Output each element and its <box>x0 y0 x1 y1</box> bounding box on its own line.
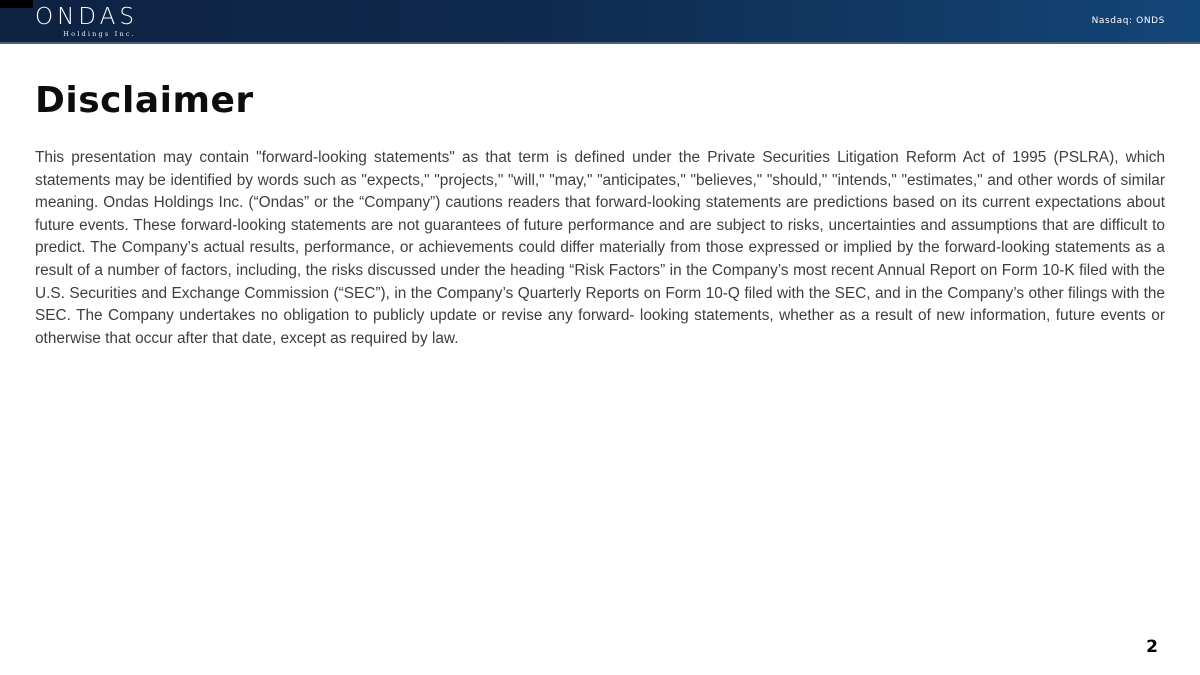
ondas-logo-wordmark: ONDAS <box>35 4 138 30</box>
header-bar <box>0 0 1200 44</box>
page-number: 2 <box>1146 637 1158 657</box>
nasdaq-ticker: Nasdaq: ONDS <box>1091 16 1165 26</box>
page-title: Disclaimer <box>35 80 254 121</box>
top-left-corner-mark <box>0 0 33 8</box>
ondas-logo <box>35 6 138 38</box>
ondas-logo-subtitle: Holdings Inc. <box>63 30 136 38</box>
slide-content <box>0 46 1200 350</box>
disclaimer-paragraph: This presentation may contain "forward-looking statements" as that term is defined under the Private Securities Litigation Reform Act of 1995 (PSLRA), which statements may be identified by words such as "expects," "projects," "will," "may," "anticipates," "believes," "should," "intends," "estimates," and other words of similar meaning. Ondas Holdings Inc. (“Ondas” or the “Company”) cautions readers that forward-looking statements are predictions based on its current expectations about future events. These forward-looking statements are not guarantees of future performance and are subject to risks, uncertainties and assumptions that are difficult to predict. The Company’s actual results, performance, or achievements could differ materially from those expressed or implied by the forward-looking statements as a result of a number of factors, including, the risks discussed under the heading “Risk Factors” in the Company’s most recent Annual Report on Form 10-K filed with the U.S. Securities and Exchange Commission (“SEC”), in the Company’s Quarterly Reports on Form 10-Q filed with the SEC, and in the Company’s other filings with the SEC. The Company undertakes no obligation to publicly update or revise any forward- looking statements, whether as a result of new information, future events or otherwise that occur after that date, except as required by law. <box>35 149 1165 347</box>
